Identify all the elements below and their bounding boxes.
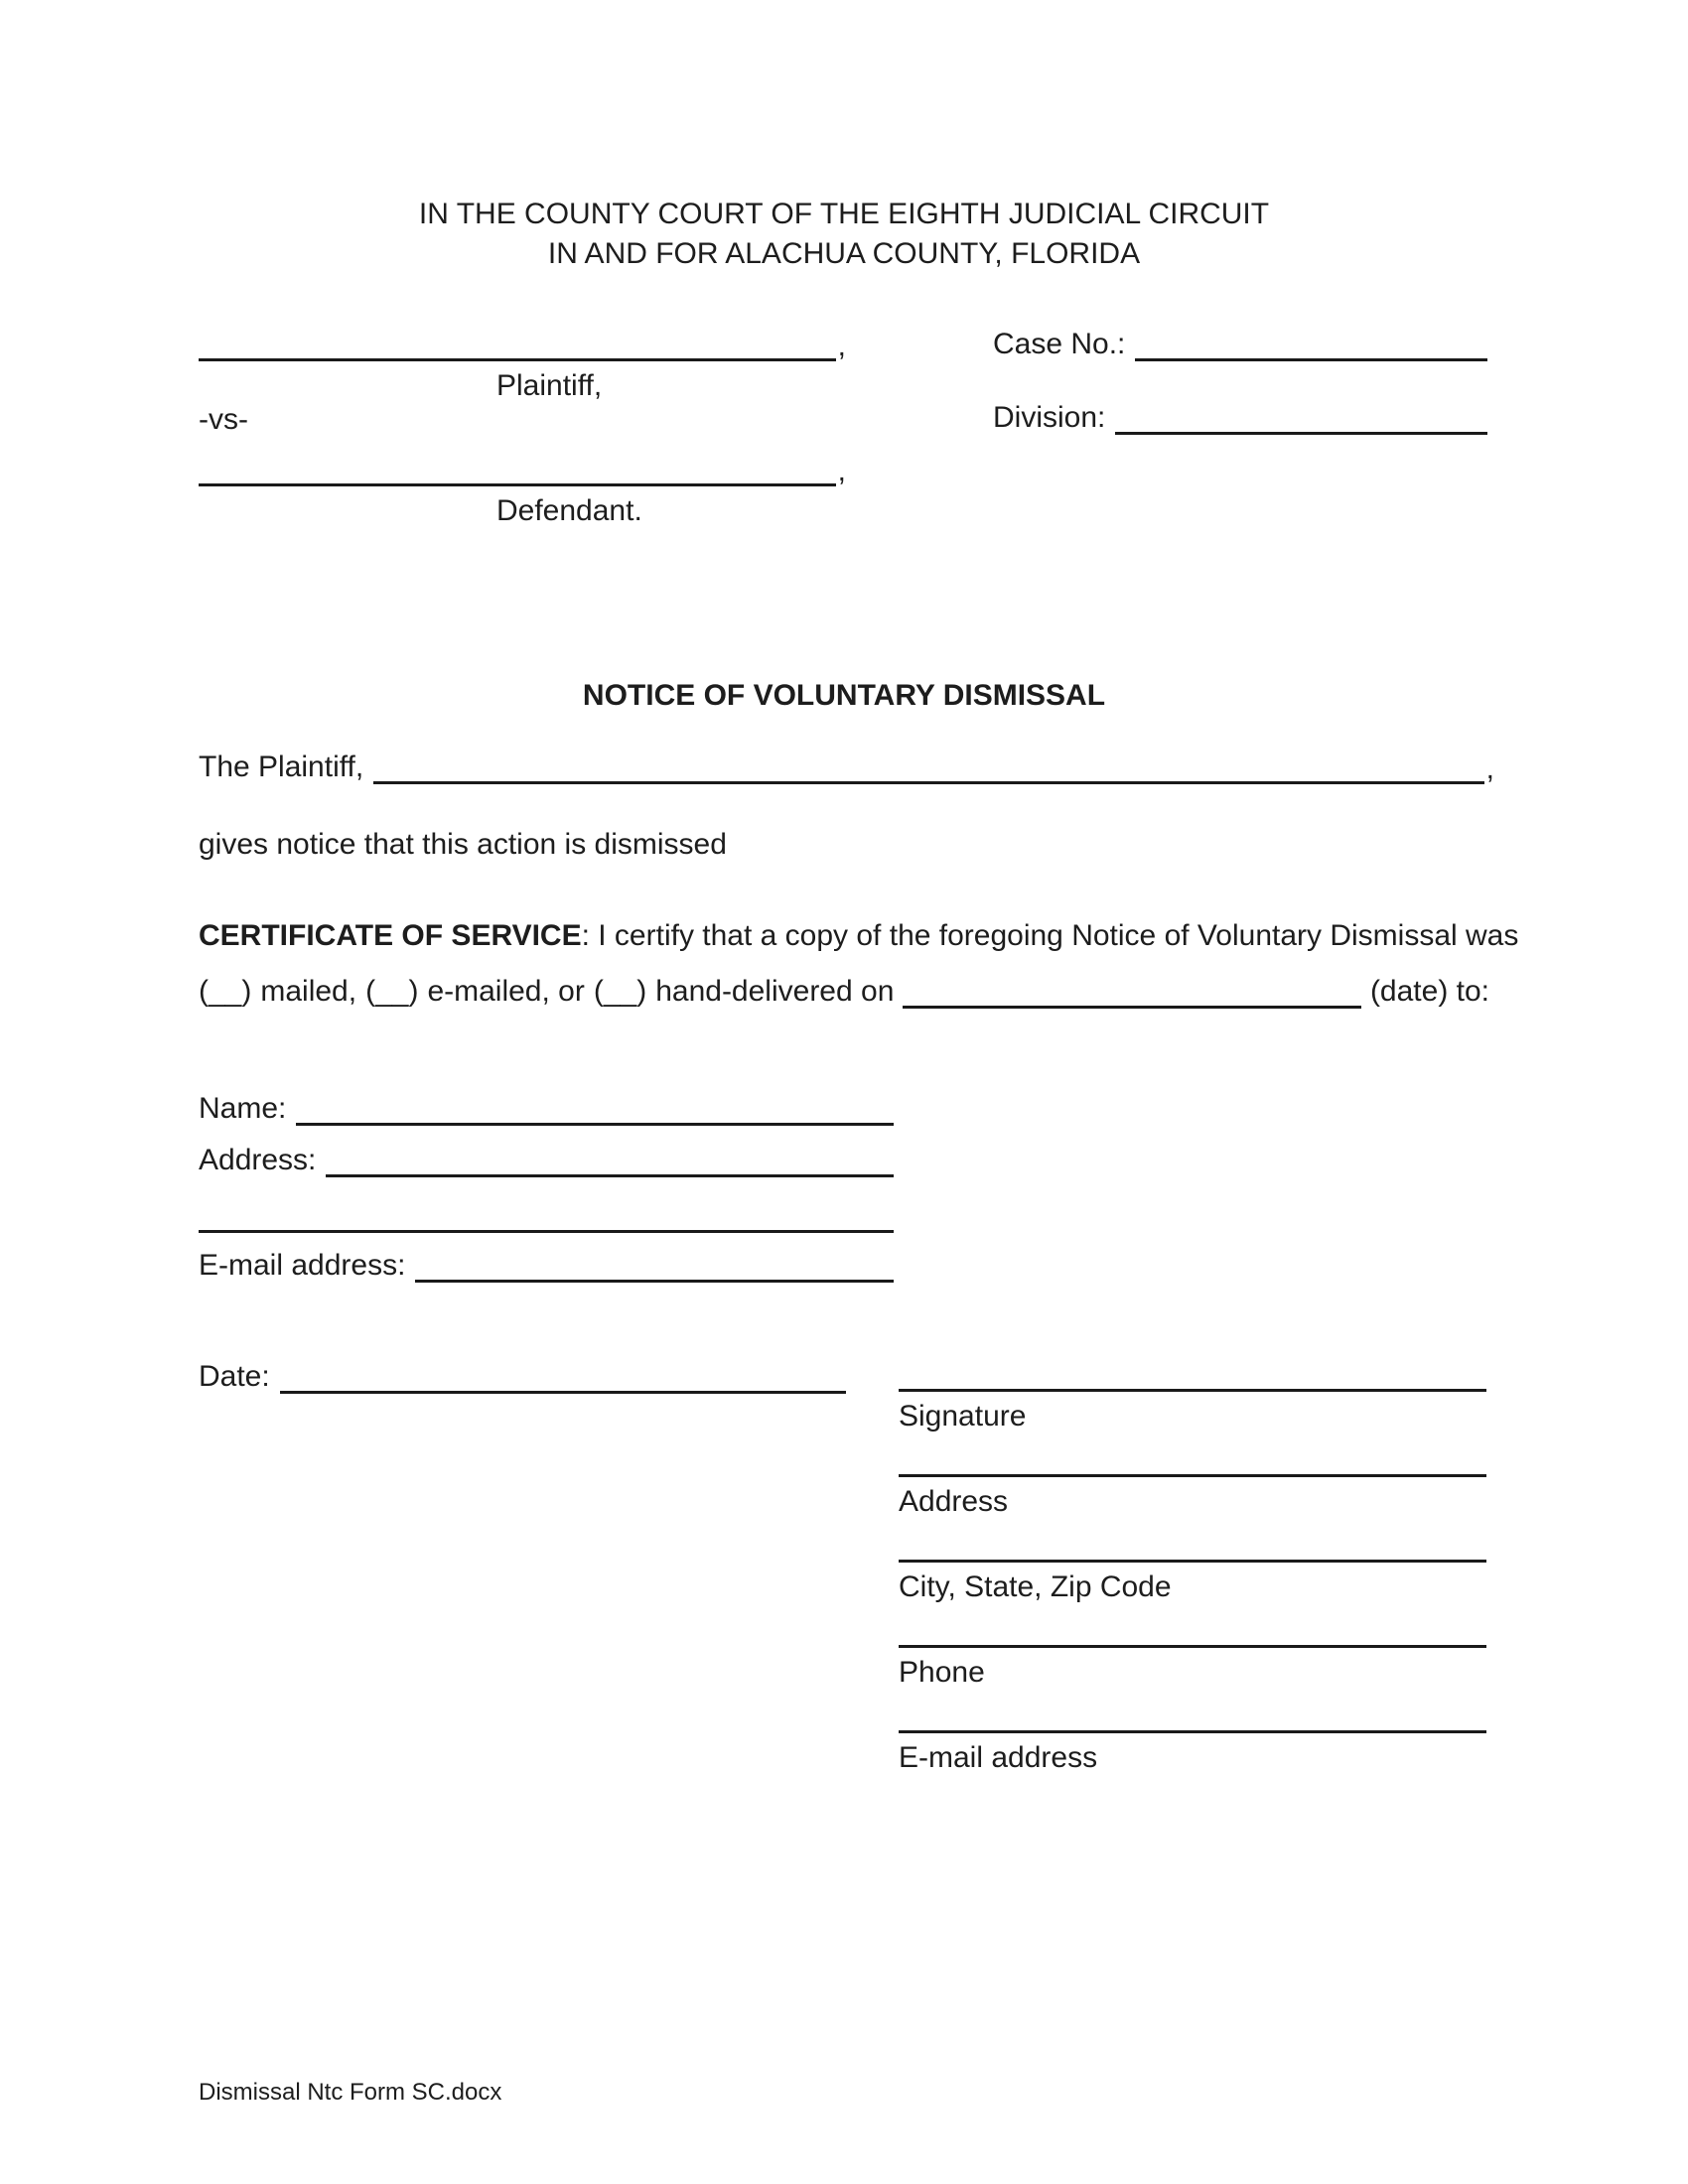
date-suffix-label: (date) to:: [1369, 975, 1489, 1008]
signer-email-label: E-mail address: [899, 1741, 1098, 1774]
signature-label: Signature: [899, 1400, 1027, 1433]
division-row: [993, 397, 1487, 435]
recipient-email-label: E-mail address:: [199, 1249, 406, 1282]
signer-city-state-zip-label: City, State, Zip Code: [899, 1570, 1172, 1603]
document-filename: Dismissal Ntc Form SC.docx: [199, 2079, 502, 2106]
division-label: Division:: [993, 401, 1106, 434]
signature-block: [899, 1389, 1486, 1816]
case-no-label: Case No.:: [993, 328, 1126, 360]
plaintiff-statement-prefix: The Plaintiff,: [199, 751, 364, 783]
hand-delivered-label: hand-delivered on: [655, 975, 895, 1008]
signer-email-line[interactable]: [899, 1730, 1486, 1816]
date-row: [199, 1356, 846, 1394]
delivery-method-row: [199, 971, 1489, 1009]
defendant-name-row: [199, 449, 846, 486]
signature-line[interactable]: [899, 1389, 1486, 1474]
plaintiff-statement-field[interactable]: [373, 747, 1483, 784]
certificate-of-service-label: CERTIFICATE OF SERVICE: [199, 919, 582, 952]
defendant-name-comma: ,: [837, 455, 846, 487]
mailed-label: mailed,: [260, 975, 357, 1008]
court-header: [0, 195, 1688, 274]
vs-label: -vs-: [199, 403, 248, 436]
emailed-checkbox[interactable]: (__): [365, 975, 419, 1008]
recipient-name-label: Name:: [199, 1092, 287, 1125]
recipient-name-row: [199, 1088, 894, 1126]
signer-phone-label: Phone: [899, 1656, 985, 1689]
certificate-of-service-text: : I certify that a copy of the foregoing Notice of Voluntary Dismissal was: [581, 919, 1519, 952]
recipient-address-label: Address:: [199, 1144, 317, 1176]
emailed-label: e-mailed, or: [427, 975, 585, 1008]
plaintiff-label: Plaintiff,: [496, 369, 603, 402]
recipient-email-field[interactable]: [415, 1245, 894, 1283]
defendant-name-field[interactable]: [199, 449, 836, 486]
notice-title: NOTICE OF VOLUNTARY DISMISSAL: [582, 679, 1106, 712]
signer-address-label: Address: [899, 1485, 1009, 1518]
case-no-row: [993, 324, 1487, 361]
court-header-line2: IN AND FOR ALACHUA COUNTY, FLORIDA: [547, 237, 1141, 270]
recipient-address-field[interactable]: [326, 1140, 894, 1177]
recipient-address-row: [199, 1140, 894, 1177]
mailed-checkbox[interactable]: (__): [199, 975, 252, 1008]
plaintiff-name-field[interactable]: [199, 324, 836, 361]
plaintiff-statement-row: [199, 747, 1494, 784]
case-no-field[interactable]: [1135, 324, 1487, 361]
court-header-line1: IN THE COUNTY COURT OF THE EIGHTH JUDICIAL CIRCUIT: [418, 198, 1270, 230]
division-field[interactable]: [1115, 397, 1487, 435]
dismissal-statement: gives notice that this action is dismissed: [199, 828, 727, 861]
date-field[interactable]: [280, 1356, 846, 1394]
recipient-address-line2-field[interactable]: [199, 1230, 894, 1233]
certificate-of-service-paragraph: [199, 919, 1518, 953]
defendant-label: Defendant.: [496, 494, 642, 527]
plaintiff-name-row: [199, 324, 846, 361]
recipient-name-field[interactable]: [296, 1088, 894, 1126]
signer-address-line[interactable]: [899, 1474, 1486, 1560]
hand-delivered-checkbox[interactable]: (__): [593, 975, 647, 1008]
recipient-email-row: [199, 1245, 894, 1283]
signer-phone-line[interactable]: [899, 1645, 1486, 1730]
plaintiff-statement-comma: ,: [1485, 752, 1494, 785]
signer-city-state-zip-line[interactable]: [899, 1560, 1486, 1645]
service-date-field[interactable]: [903, 971, 1361, 1009]
plaintiff-name-comma: ,: [837, 330, 846, 362]
date-label: Date:: [199, 1360, 270, 1393]
